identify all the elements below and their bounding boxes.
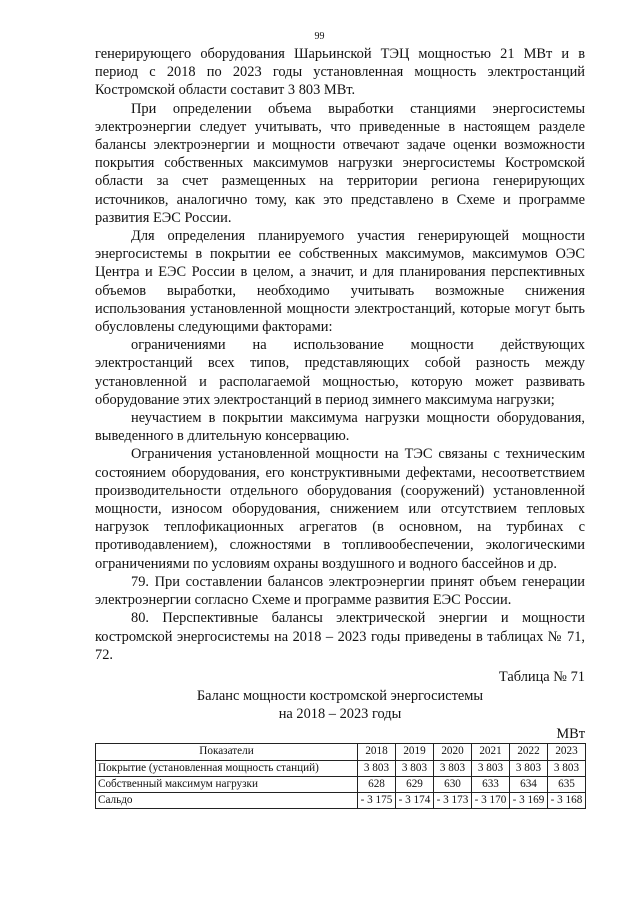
table-caption: Таблица № 71 bbox=[498, 668, 585, 685]
table-cell: 629 bbox=[396, 776, 434, 792]
row-label: Покрытие (установленная мощность станций) bbox=[96, 760, 358, 776]
power-balance-table bbox=[95, 743, 586, 809]
row-label: Сальдо bbox=[96, 792, 358, 808]
table-cell: 3 803 bbox=[472, 760, 510, 776]
table-cell: - 3 174 bbox=[396, 792, 434, 808]
table-cell: - 3 169 bbox=[510, 792, 548, 808]
table-cell: - 3 168 bbox=[548, 792, 586, 808]
paragraph-6: Ограничения установленной мощности на ТЭС связаны с техническим состоянием оборудования, его конструктивными дефектами, несоответствием производительности отдельного оборудования (сооружений) установленной мощности, износом оборудования, снижением или отсутствием тепловых нагрузок теплофикационных агрегатов (в основном, на турбинах с противодавлением), сложностями в топливообеспечении, экологическими ограничениями по условиям охраны воздушного и водного бассейнов и др. bbox=[95, 446, 585, 572]
header-cell-2018: 2018 bbox=[358, 743, 396, 760]
table-cell: 3 803 bbox=[548, 760, 586, 776]
table-cell: 630 bbox=[434, 776, 472, 792]
table-cell: 3 803 bbox=[396, 760, 434, 776]
table-cell: - 3 175 bbox=[358, 792, 396, 808]
header-cell-2020: 2020 bbox=[434, 743, 472, 760]
table-cell: - 3 173 bbox=[434, 792, 472, 808]
paragraph-1: генерирующего оборудования Шарьинской ТЭЦ мощностью 21 МВт и в период с 2018 по 2023 годы установленная мощность электростанций Костромской области составит 3 803 МВт. bbox=[95, 46, 585, 99]
table-units: МВт bbox=[556, 725, 585, 742]
paragraph-5: неучастием в покрытии максимума нагрузки мощности оборудования, выведенного в длительную консервацию. bbox=[95, 410, 585, 445]
table-cell: 635 bbox=[548, 776, 586, 792]
table-header-row bbox=[96, 743, 586, 760]
table-row bbox=[96, 760, 586, 776]
paragraph-8: 80. Перспективные балансы электрической энергии и мощности костромской энергосистемы на 2018 – 2023 годы приведены в таблицах № 71, 72. bbox=[95, 610, 585, 663]
row-label: Собственный максимум нагрузки bbox=[96, 776, 358, 792]
table-cell: 628 bbox=[358, 776, 396, 792]
table-cell: - 3 170 bbox=[472, 792, 510, 808]
header-cell-indicators: Показатели bbox=[96, 743, 358, 760]
paragraph-3: Для определения планируемого участия генерирующей мощности энергосистемы в покрытии ее собственных максимумов, максимумов ОЭС Центра и ЕЭС России в целом, а значит, и для планирования перспективных объемов выработки, необходимо учитывать возможные снижения использования установленной мощности электростанций, которые могут быть обусловлены следующими факторами: bbox=[95, 228, 585, 336]
header-cell-2019: 2019 bbox=[396, 743, 434, 760]
table-title bbox=[95, 687, 585, 723]
table-title-line-1: Баланс мощности костромской энергосистемы bbox=[196, 688, 484, 705]
table-cell: 3 803 bbox=[358, 760, 396, 776]
document-body bbox=[95, 45, 585, 809]
header-cell-2022: 2022 bbox=[510, 743, 548, 760]
table-cell: 3 803 bbox=[510, 760, 548, 776]
paragraph-2: При определении объема выработки станциями энергосистемы электроэнергии следует учитывать, что приведенные в настоящем разделе балансы электроэнергии и мощности отвечают задаче оценки возможности покрытия собственных максимумов нагрузки энергосистемы Костромской области за счет размещенных на территории региона генерирующих источников, аналогично тому, как это представлено в Схеме и программе развития ЕЭС России. bbox=[95, 100, 585, 226]
table-cell: 633 bbox=[472, 776, 510, 792]
page-number: 99 bbox=[314, 31, 325, 42]
table-cell: 634 bbox=[510, 776, 548, 792]
header-cell-2021: 2021 bbox=[472, 743, 510, 760]
table-row bbox=[96, 776, 586, 792]
table-title-line-2: на 2018 – 2023 годы bbox=[278, 706, 402, 723]
table-row bbox=[96, 792, 586, 808]
header-cell-2023: 2023 bbox=[548, 743, 586, 760]
table-cell: 3 803 bbox=[434, 760, 472, 776]
paragraph-7: 79. При составлении балансов электроэнергии принят объем генерации электроэнергии согласно Схеме и программе развития ЕЭС России. bbox=[95, 573, 585, 609]
paragraph-4: ограничениями на использование мощности действующих электростанций всех типов, представляющих собой разность между установленной и располагаемой мощностью, которую может развивать оборудование этих электростанций в период зимнего максимума нагрузки; bbox=[95, 337, 585, 408]
